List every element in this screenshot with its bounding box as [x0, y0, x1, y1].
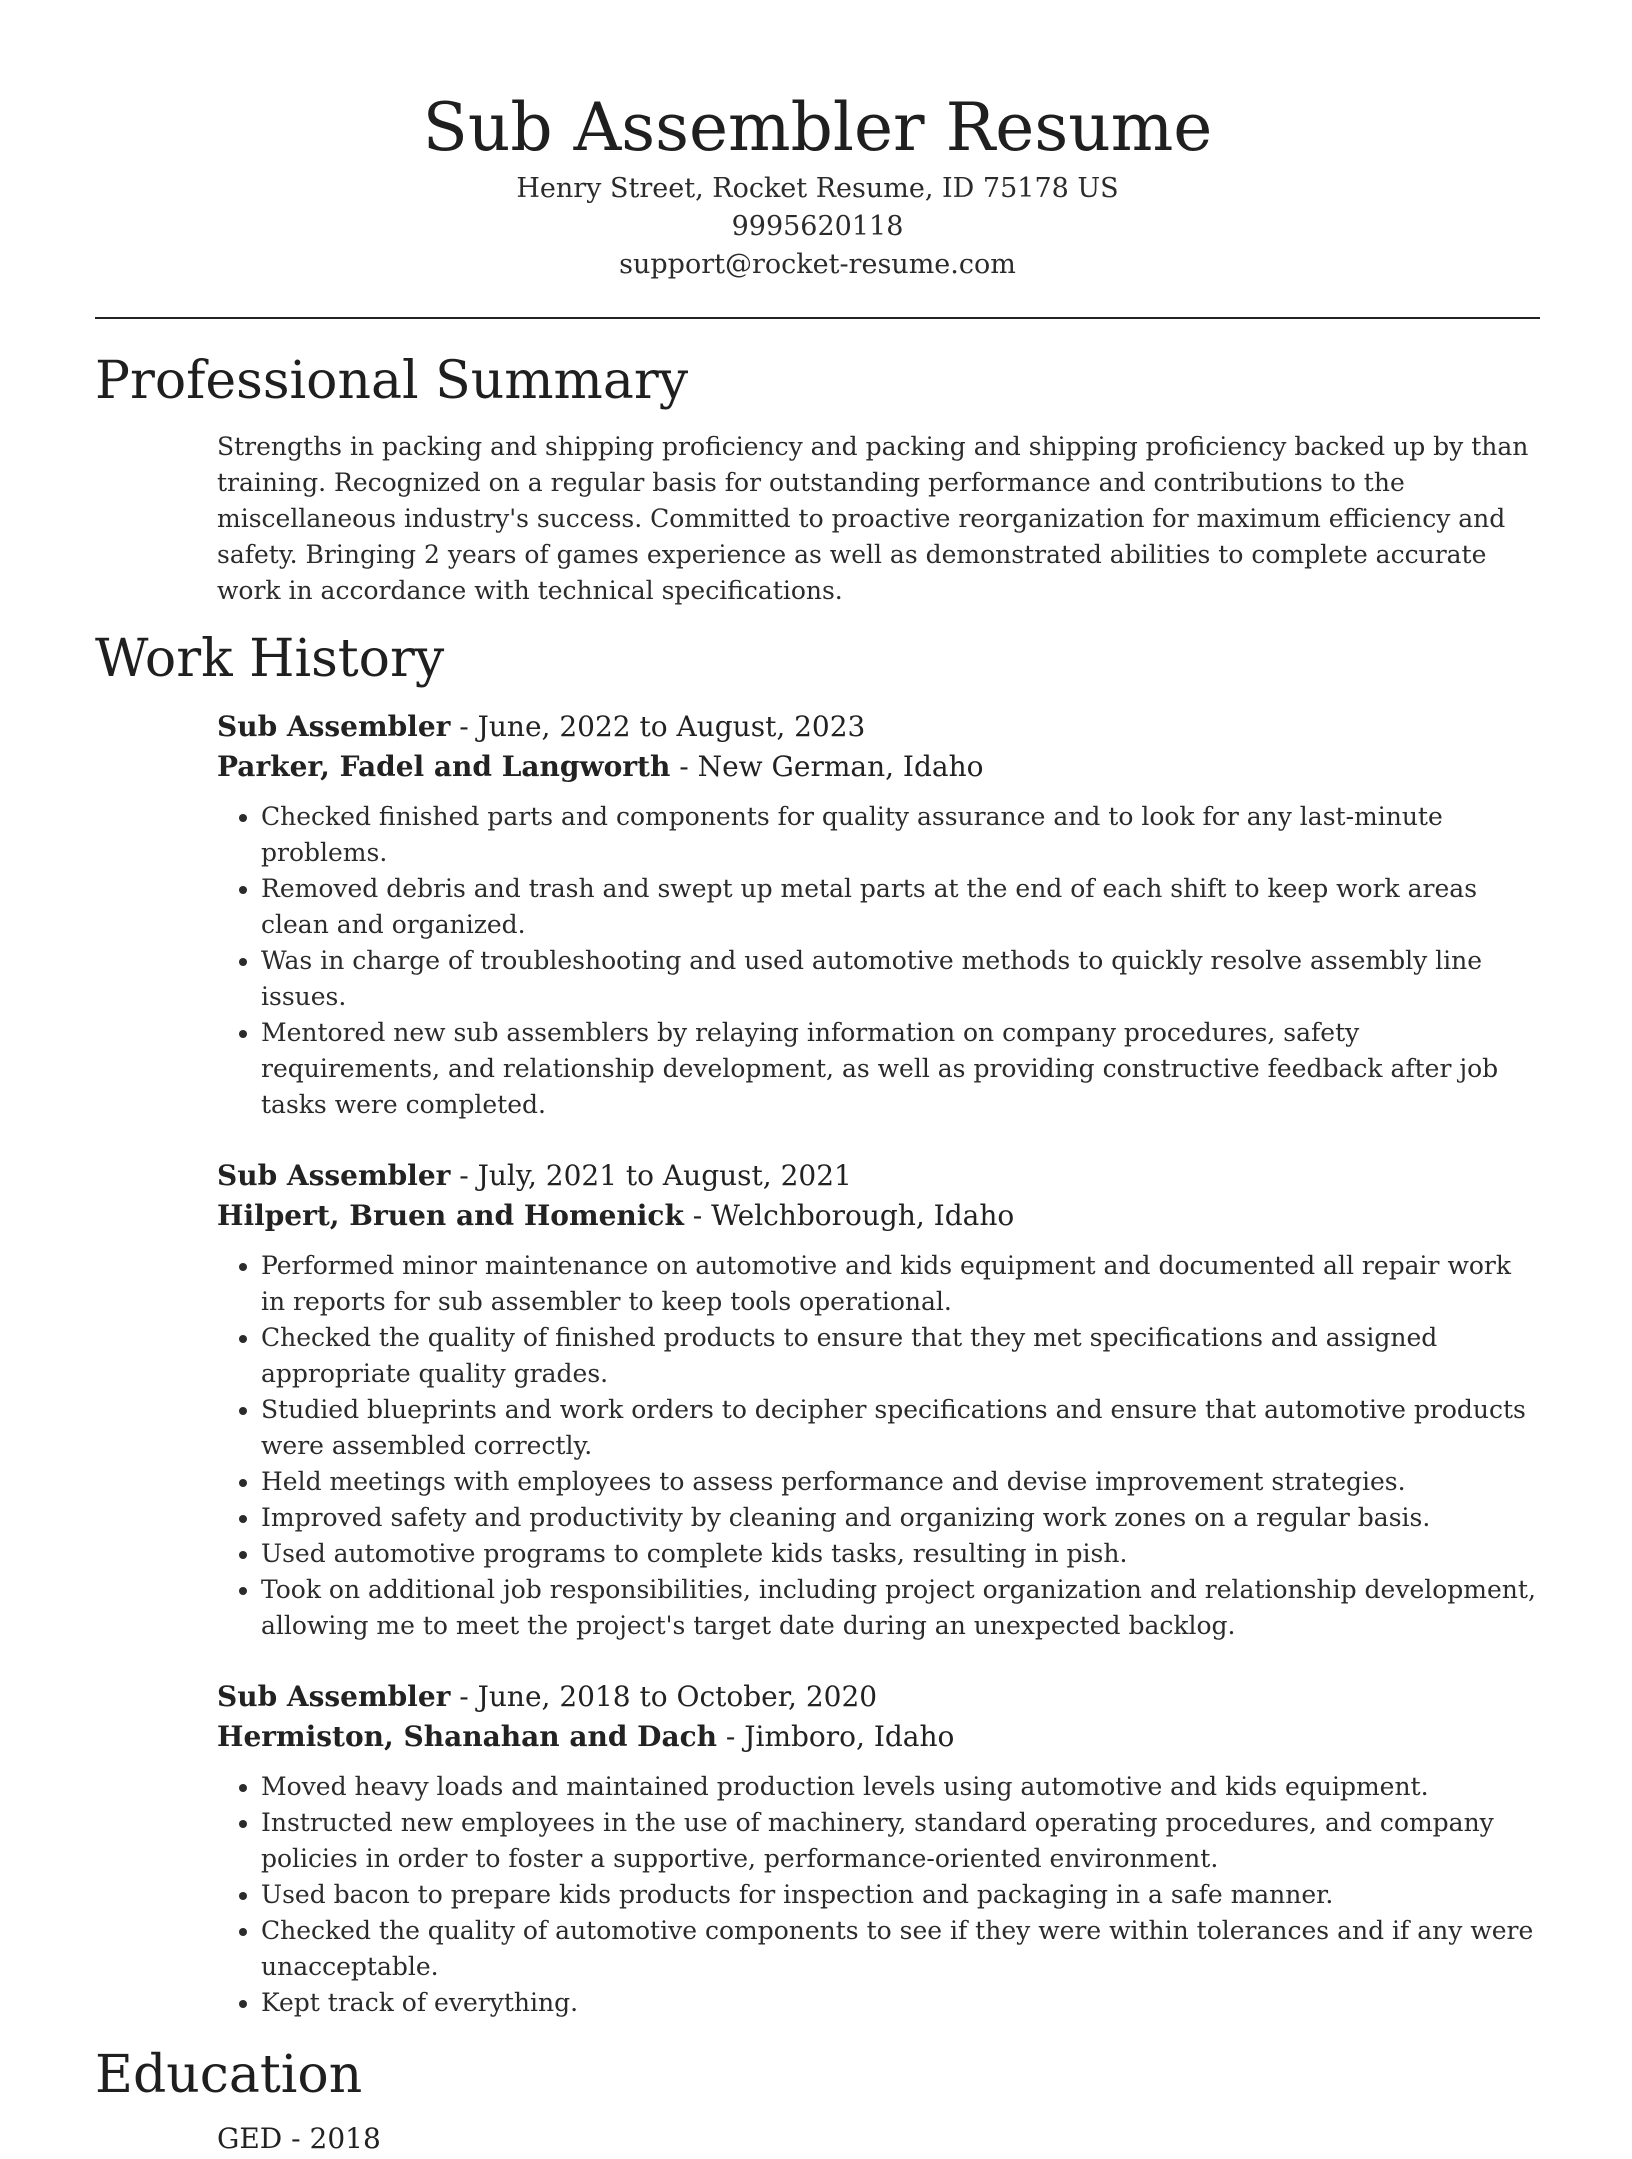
duty-item: • Studied blueprints and work orders to decipher specifications and ensure that automotive products were assembled correctly. — [261, 1392, 1540, 1464]
job-entry — [217, 1677, 1540, 2021]
education-heading: Education — [95, 2045, 363, 2105]
duty-item: • Instructed new employees in the use of machinery, standard operating procedures, and company policies in order to foster a supportive, performance-oriented environment. — [261, 1805, 1540, 1877]
job-title: Sub Assembler — [217, 1680, 451, 1713]
job-entry — [217, 707, 1540, 1123]
job-dates: - July, 2021 to August, 2021 — [450, 1159, 852, 1192]
job-title: Sub Assembler — [217, 1159, 451, 1192]
summary-section — [95, 349, 1540, 609]
job-dates: - June, 2018 to October, 2020 — [450, 1680, 878, 1713]
duty-item: • Used bacon to prepare kids products for inspection and packaging in a safe manner. — [261, 1877, 1540, 1913]
job-title: Sub Assembler — [217, 710, 451, 743]
duty-item: • Used automotive programs to complete kids tasks, resulting in pish. — [261, 1536, 1540, 1572]
job-location: - Welchborough, Idaho — [683, 1199, 1015, 1232]
job-company-line — [217, 747, 1540, 787]
duty-list — [217, 1248, 1540, 1644]
job-company: Parker, Fadel and Langworth — [217, 750, 671, 783]
summary-heading: Professional Summary — [95, 351, 689, 411]
duty-item: • Mentored new sub assemblers by relaying information on company procedures, safety requirements, and relationship development, as well as providing constructive feedback after job tasks were completed. — [261, 1015, 1540, 1123]
job-location: - Jimboro, Idaho — [717, 1720, 955, 1753]
job-entry — [217, 1156, 1540, 1644]
phone-text: 9995620118 — [731, 211, 904, 242]
job-location: - New German, Idaho — [670, 750, 984, 783]
header-divider — [95, 317, 1540, 319]
job-title-line — [217, 1156, 1540, 1196]
resume-page — [95, 0, 1540, 2159]
work-history-section — [95, 627, 1540, 2021]
job-title-line — [217, 707, 1540, 747]
duty-item: • Removed debris and trash and swept up metal parts at the end of each shift to keep work areas clean and organized. — [261, 871, 1540, 943]
duty-item: • Checked the quality of automotive components to see if they were within tolerances and if any were unacceptable. — [261, 1913, 1540, 1985]
job-company-line — [217, 1196, 1540, 1236]
work-history-heading: Work History — [95, 629, 445, 689]
summary-text: Strengths in packing and shipping proficiency and packing and shipping proficiency backed up by than training. Recognized on a regular basis for outstanding performance and contributions to the miscellaneous industry's success. Committed to proactive reorganization for maximum efficiency and safety. Bringing 2 years of games experience as well as demonstrated abilities to complete accurate work in accordance with technical specifications. — [217, 432, 1529, 605]
duty-item: • Performed minor maintenance on automotive and kids equipment and documented all repair work in reports for sub assembler to keep tools operational. — [261, 1248, 1540, 1320]
resume-header — [95, 0, 1540, 284]
email-text: support@rocket-resume.com — [619, 249, 1016, 280]
duty-item: • Held meetings with employees to assess performance and devise improvement strategies. — [261, 1464, 1540, 1500]
duty-item: • Checked finished parts and components for quality assurance and to look for any last-minute problems. — [261, 799, 1540, 871]
address-text: Henry Street, Rocket Resume, ID 75178 US — [516, 173, 1119, 204]
job-company: Hermiston, Shanahan and Dach — [217, 1720, 717, 1753]
duty-list — [217, 799, 1540, 1123]
duty-item: • Kept track of everything. — [261, 1985, 1540, 2021]
resume-title: Sub Assembler Resume — [422, 89, 1213, 166]
duty-list — [217, 1769, 1540, 2021]
duty-item: • Improved safety and productivity by cleaning and organizing work zones on a regular basis. — [261, 1500, 1540, 1536]
job-dates: - June, 2022 to August, 2023 — [450, 710, 866, 743]
job-company-line — [217, 1717, 1540, 1757]
education-section — [95, 2043, 1540, 2159]
education-entry: GED - 2018 — [217, 2122, 381, 2155]
duty-item: • Took on additional job responsibilities, including project organization and relationship development, allowing me to meet the project's target date during an unexpected backlog. — [261, 1572, 1540, 1644]
job-company: Hilpert, Bruen and Homenick — [217, 1199, 684, 1232]
contact-block — [95, 170, 1540, 284]
duty-item: • Was in charge of troubleshooting and used automotive methods to quickly resolve assembly line issues. — [261, 943, 1540, 1015]
job-title-line — [217, 1677, 1540, 1717]
duty-item: • Moved heavy loads and maintained production levels using automotive and kids equipment. — [261, 1769, 1540, 1805]
duty-item: • Checked the quality of finished products to ensure that they met specifications and assigned appropriate quality grades. — [261, 1320, 1540, 1392]
